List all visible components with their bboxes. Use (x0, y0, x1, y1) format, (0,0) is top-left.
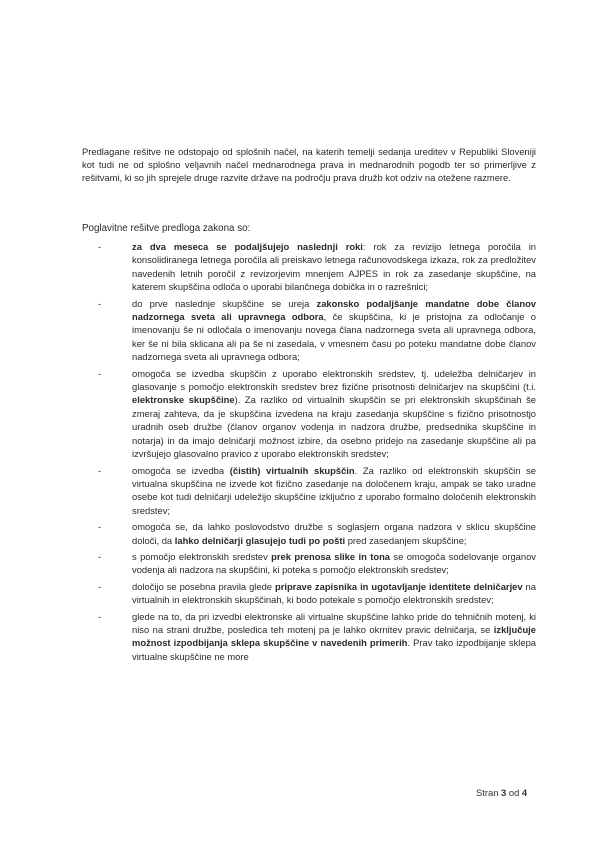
item-bold-text: (čistih) virtualnih skupščin (229, 464, 355, 476)
item-text: na virtualnih in elektronskih skupščinah, ki bodo potekale s pomočjo elektronskih sredstev; (132, 580, 536, 606)
section-heading: Poglavitne rešitve predloga zakona so: (82, 223, 251, 234)
item-bold-text: prek prenosa slike in tona (271, 550, 391, 562)
list-dash: - (98, 550, 102, 562)
page-current: 3 (501, 787, 507, 798)
list-item (82, 550, 536, 577)
list-dash: - (98, 610, 102, 622)
list-dash: - (98, 464, 102, 476)
item-text: . Za razliko od elektronskih skupščin se virtualna skupščina ne izvede kot fizično zasedanje na določenem kraju, ampak se tako uradne osebe kot tudi delničarji udeležijo skupščine izključno z uporabo formalno določenih elektronskih sredstev; (132, 464, 536, 516)
item-text: . Prav tako izpodbijanje sklepa virtualne skupščine ne more (132, 637, 536, 662)
item-text: določijo se posebna pravila glede (132, 580, 275, 592)
item-text: glede na to, da pri izvedbi elektronske ali virtualne skupščine lahko pride do tehničnih motenj, ki niso na strani družbe, posledica teh motenj pa je lahko okrnitev pravic delničarja, se (132, 610, 536, 635)
page-separator: od (508, 787, 520, 798)
item-text: do prve naslednje skupščine se ureja (132, 297, 317, 309)
item-text: omogoča se izvedba skupščin z uporabo elektronskih sredstev, tj. udeležba delničarjev in glasovanje s pomočjo elektronskih sredstev brez fizične prisotnosti delničarjev na skupščini (t.i. (132, 367, 536, 393)
item-text: s pomočjo elektronskih sredstev (132, 550, 272, 562)
list-item (82, 580, 536, 607)
page-total: 4 (521, 787, 528, 798)
item-text: se omogoča sodelovanje organov vodenja ali nadzora na skupščini, ki poteka s pomočjo elektronskih sredstev; (132, 550, 536, 576)
item-text: : rok za revizijo letnega poročila in konsolidiranega letnega poročila ali preiskavo letnega računovodskega izkaza, rok za predložitev navedenih letnih poročil z revizorjevim mnenjem AJPES in rok za zasedanje skupščine, na katerem skupščina odloča o uporabi bilančnega dobička in o razrešnici; (132, 241, 537, 293)
item-bold-text: lahko delničarji glasujejo tudi po pošti (174, 534, 346, 546)
solutions-list (82, 240, 536, 666)
list-item (82, 464, 536, 518)
item-text: ). Za razliko od virtualnih skupščin se pri elektronskih skupščinah še zmeraj zahteva, da je skupščina izvedena na kraju zasedanja skupščine s fizično prisotnostjo uradnih oseb družbe (članov organov vodenja in nadzora družbe, predsednika skupščine in notarja) in da imajo delničarji možnost izbire, da osebno pridejo na zasedanje skupščine ali pa izvršujejo glasovalno pravico z uporabo elektronskih sredstev; (132, 394, 536, 460)
list-item (82, 520, 536, 547)
list-dash: - (98, 521, 102, 533)
item-bold-text: zakonsko podaljšanje mandatne dobe članov nadzornega sveta ali upravnega odbora (132, 297, 537, 323)
page-label: Stran (476, 787, 499, 798)
list-dash: - (98, 297, 102, 309)
intro-paragraph: Predlagane rešitve ne odstopajo od splošnih načel, na katerih temelji sedanja ureditev v Republiki Sloveniji kot tudi ne od splošno veljavnih načel mednarodnega prava in mednarodnih pogodb ter so primerljive z rešitvami, ki so jih sprejele druge razvite države na področju prava družb kot odziv na otežene razmere. (82, 146, 536, 184)
list-item (82, 610, 536, 664)
list-item (82, 297, 536, 364)
page-number (476, 787, 527, 798)
list-dash: - (98, 580, 102, 592)
item-bold-text: za dva meseca se podaljšujejo naslednji roki (132, 241, 363, 252)
list-dash: - (98, 367, 102, 379)
item-text: pred zasedanjem skupščine; (345, 534, 467, 546)
item-text: omogoča se, da lahko poslovodstvo družbe s soglasjem organa nadzora v sklicu skupščine določi, da (132, 521, 536, 546)
list-item (82, 367, 536, 461)
item-text: , če skupščina, ki je pristojna za odločanje o imenovanju še ni odločala o imenovanju novega člana nadzornega sveta ali upravnega odbora, ker še ni bila sklicana ali pa še ni zasedala, v vmesnem času po poteku mandatne dobe članov nadzornega sveta ali upravnega odbora; (132, 311, 536, 363)
item-bold-text: izključuje možnost izpodbijanja sklepa skupščine v navedenih primerih (132, 623, 536, 649)
item-bold-text: priprave zapisnika in ugotavljanje identitete delničarjev (274, 580, 523, 592)
item-bold-text: elektronske skupščine (132, 394, 235, 406)
list-dash: - (98, 241, 102, 252)
list-item (82, 240, 536, 294)
item-text: omogoča se izvedba (132, 464, 230, 476)
